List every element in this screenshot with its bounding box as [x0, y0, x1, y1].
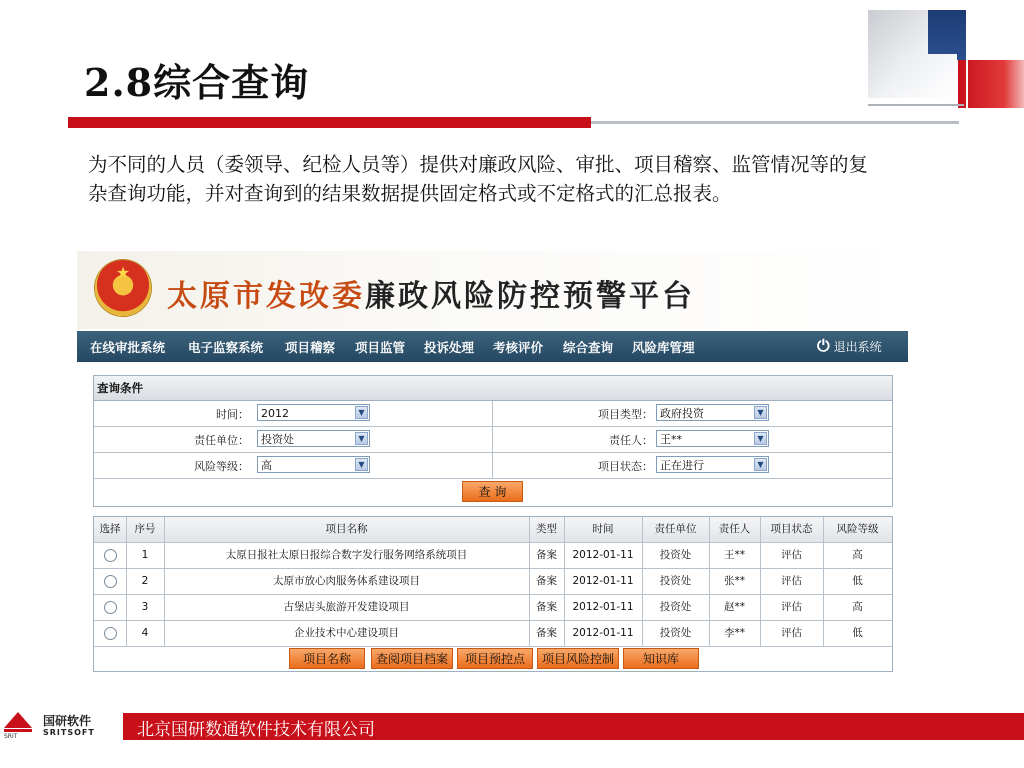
- emblem-star-icon: ★: [115, 263, 131, 282]
- col-header-unit: 责任单位: [654, 523, 697, 535]
- column-divider: [529, 517, 530, 647]
- decor-line-vertical: [966, 0, 968, 112]
- cell-risk: 低: [852, 575, 863, 587]
- col-header-status: 项目状态: [770, 523, 813, 535]
- unit-label: 责任单位：: [194, 434, 249, 447]
- query-divider: [492, 401, 493, 426]
- cell-person: 王**: [724, 549, 745, 561]
- risk-control-button[interactable]: 项目风险控制: [537, 648, 619, 669]
- slide-title: 2.8综合查询: [84, 60, 310, 105]
- cell-name: 太原市放心肉服务体系建设项目: [273, 575, 420, 587]
- risk-level-value: 高: [261, 459, 272, 472]
- column-divider: [164, 517, 165, 647]
- chevron-down-icon: ▼: [355, 432, 368, 445]
- col-header-risk: 风险等级: [836, 523, 879, 535]
- results-table: [93, 516, 893, 672]
- chevron-down-icon: ▼: [754, 458, 767, 471]
- query-row-2: [94, 427, 892, 453]
- cell-unit: 投资处: [659, 575, 692, 587]
- cell-name: 古堡店头旅游开发建设项目: [283, 601, 410, 613]
- cell-risk: 高: [852, 549, 863, 561]
- cell-unit: 投资处: [659, 601, 692, 613]
- control-points-button[interactable]: 项目预控点: [457, 648, 533, 669]
- column-divider: [126, 517, 127, 647]
- footer-company-name: 北京国研数通软件技术有限公司: [137, 720, 375, 740]
- title-rule-red: [68, 117, 591, 128]
- column-divider: [760, 517, 761, 647]
- cell-status: 评估: [781, 575, 802, 587]
- query-row-1: [94, 401, 892, 427]
- nav-item-evaluation[interactable]: 考核评价: [493, 340, 544, 355]
- time-select-value: 2012: [261, 407, 289, 420]
- table-row[interactable]: [94, 543, 892, 569]
- col-header-name: 项目名称: [325, 523, 368, 535]
- logout-button[interactable]: [817, 336, 882, 356]
- row-radio[interactable]: [94, 595, 126, 617]
- cell-risk: 高: [852, 601, 863, 613]
- query-divider: [492, 427, 493, 452]
- query-row-3: [94, 453, 892, 479]
- cell-unit: 投资处: [659, 627, 692, 639]
- company-logo-icon: [4, 712, 32, 728]
- company-logo-base: [4, 729, 32, 732]
- nav-item-project-supervision[interactable]: 项目监管: [355, 340, 406, 355]
- cell-no: 2: [141, 575, 149, 587]
- app-title-org: 太原市发改委: [167, 279, 365, 314]
- cell-type: 备案: [536, 601, 557, 613]
- query-divider: [492, 453, 493, 478]
- chevron-down-icon: ▼: [355, 406, 368, 419]
- company-logo-subtext: SRITSOFT: [43, 728, 95, 737]
- project-type-select[interactable]: [656, 404, 769, 421]
- action-bar: [94, 647, 892, 671]
- cell-no: 1: [141, 549, 149, 561]
- row-radio[interactable]: [94, 569, 126, 591]
- column-divider: [642, 517, 643, 647]
- project-name-button[interactable]: 项目名称: [289, 648, 365, 669]
- cell-name: 企业技术中心建设项目: [294, 627, 399, 639]
- slide-description: 为不同的人员（委领导、纪检人员等）提供对廉政风险、审批、项目稽察、监管情况等的复杂查询功能，并对查询到的结果数据提供固定格式或不定格式的汇总报表。: [88, 153, 869, 205]
- decor-block-white: [897, 54, 957, 90]
- app-title-platform: 廉政风险防控预警平台: [365, 279, 695, 314]
- view-archive-button[interactable]: 查阅项目档案: [371, 648, 453, 669]
- cell-type: 备案: [536, 549, 557, 561]
- cell-status: 评估: [781, 601, 802, 613]
- cell-risk: 低: [852, 627, 863, 639]
- cell-person: 李**: [724, 627, 745, 639]
- company-logo-small-text: SRIT: [4, 733, 18, 740]
- table-header: [94, 517, 892, 543]
- column-divider: [709, 517, 710, 647]
- logout-label: 退出系统: [833, 340, 882, 354]
- cell-type: 备案: [536, 627, 557, 639]
- radio-button-icon[interactable]: [104, 575, 117, 588]
- title-rule-gray: [591, 121, 959, 124]
- risk-level-select[interactable]: [257, 456, 370, 473]
- chevron-down-icon: ▼: [355, 458, 368, 471]
- chevron-down-icon: ▼: [754, 406, 767, 419]
- project-type-value: 政府投资: [660, 407, 704, 420]
- project-status-label: 项目状态：: [598, 460, 653, 473]
- company-logo-text: 国研软件: [43, 714, 92, 728]
- risk-level-label: 风险等级：: [194, 460, 249, 473]
- row-radio[interactable]: [94, 543, 126, 565]
- cell-time: 2012-01-11: [572, 549, 634, 561]
- project-status-select[interactable]: [656, 456, 769, 473]
- column-divider: [564, 517, 565, 647]
- nav-item-e-supervision[interactable]: 电子监察系统: [188, 340, 264, 355]
- cell-person: 张**: [724, 575, 745, 587]
- cell-time: 2012-01-11: [572, 575, 634, 587]
- col-header-select: 选择: [99, 523, 121, 535]
- col-header-no: 序号: [134, 523, 156, 535]
- time-select[interactable]: [257, 404, 370, 421]
- query-panel: [93, 375, 893, 507]
- project-type-label: 项目类型：: [598, 408, 653, 421]
- main-nav: [77, 331, 908, 362]
- radio-button-icon[interactable]: [104, 549, 117, 562]
- knowledge-base-button[interactable]: 知识库: [623, 648, 699, 669]
- person-label: 责任人：: [609, 434, 653, 447]
- unit-select-value: 投资处: [261, 433, 294, 446]
- cell-status: 评估: [781, 549, 802, 561]
- nav-item-risk-library[interactable]: 风险库管理: [632, 340, 695, 355]
- cell-time: 2012-01-11: [572, 627, 634, 639]
- nav-item-complaints[interactable]: 投诉处理: [424, 340, 475, 355]
- table-row[interactable]: [94, 569, 892, 595]
- cell-type: 备案: [536, 575, 557, 587]
- nav-item-comprehensive-query[interactable]: 综合查询: [563, 340, 614, 355]
- cell-no: 3: [141, 601, 149, 613]
- col-header-time: 时间: [592, 523, 614, 535]
- cell-unit: 投资处: [659, 549, 692, 561]
- radio-button-icon[interactable]: [104, 627, 117, 640]
- time-label: 时间：: [216, 408, 249, 421]
- decor-line-horizontal: [868, 104, 964, 106]
- col-header-type: 类型: [536, 523, 557, 535]
- nav-item-project-inspection[interactable]: 项目稽察: [285, 340, 336, 355]
- radio-button-icon[interactable]: [104, 601, 117, 614]
- row-radio[interactable]: [94, 621, 126, 643]
- query-panel-header: 查询条件: [94, 376, 892, 401]
- col-header-person: 责任人: [718, 523, 751, 535]
- chevron-down-icon: ▼: [754, 432, 767, 445]
- unit-select[interactable]: [257, 430, 370, 447]
- decor-block-blue: [928, 10, 968, 60]
- person-select-value: 王**: [660, 433, 682, 446]
- power-icon: ⏻: [817, 336, 830, 355]
- cell-no: 4: [141, 627, 149, 639]
- person-select[interactable]: [656, 430, 769, 447]
- cell-name: 太原日报社太原日报综合数字发行服务网络系统项目: [225, 549, 468, 561]
- project-status-value: 正在进行: [660, 459, 704, 472]
- column-divider: [823, 517, 824, 647]
- search-button[interactable]: 查 询: [462, 481, 523, 502]
- cell-time: 2012-01-11: [572, 601, 634, 613]
- cell-status: 评估: [781, 627, 802, 639]
- table-row[interactable]: [94, 621, 892, 647]
- table-row[interactable]: [94, 595, 892, 621]
- app-banner: [77, 251, 908, 329]
- app-screenshot: [77, 251, 908, 681]
- cell-person: 赵**: [724, 601, 745, 613]
- nav-item-online-approval[interactable]: 在线审批系统: [90, 340, 166, 355]
